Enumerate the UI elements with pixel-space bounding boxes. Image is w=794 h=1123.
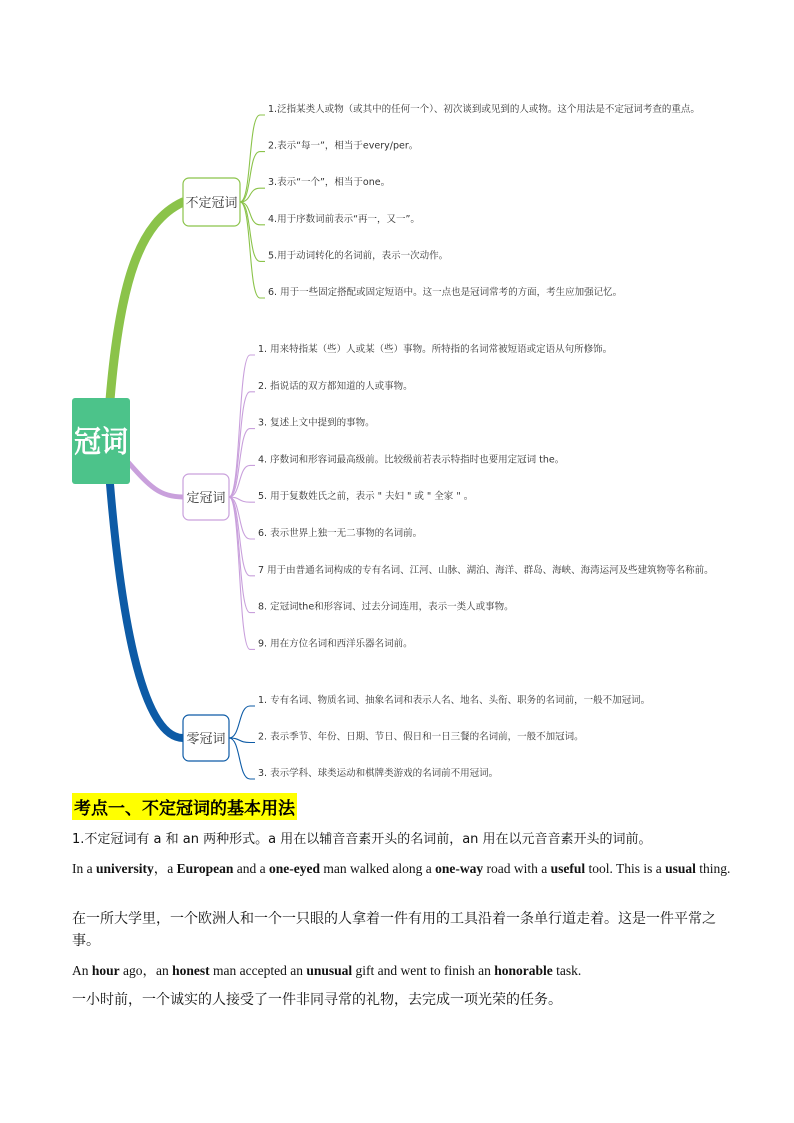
bold-word: honest [172,963,210,978]
leaf-item: 3.表示“一个”，相当于one。 [268,177,391,189]
leaf-item: 4. 序数词和形容词最高级前。比较级前若表示特指时也要用定冠词 the。 [258,454,565,466]
bold-word: useful [550,861,586,876]
leaf-item: 8. 定冠词the和形容词、过去分词连用，表示一类人或事物。 [258,601,514,613]
branch-trunk [110,484,183,738]
leaf-item: 5. 用于复数姓氏之前，表示 " 夫妇 " 或 " 全家 " 。 [258,491,474,503]
sentence-text: In a [72,861,96,876]
root-node [72,398,130,484]
bold-word: hour [91,963,120,978]
leaf-connector [229,429,255,497]
sentence-text: man walked along a [320,861,436,876]
example-2-translation: 一小时前，一个诚实的人接受了一件非同寻常的礼物，去完成一项光荣的任务。 [72,992,562,1008]
leaf-item: 1. 用来特指某（些）人或某（些）事物。所特指的名词常被短语或定语从句所修饰。 [258,344,613,355]
leaf-item: 2.表示“每一”，相当于every/per。 [268,140,419,152]
sentence-text: An [72,963,92,978]
leaf-connector [229,706,255,738]
bold-word: one-way [435,861,484,876]
sentence-text: man accepted an [209,963,307,978]
branch-label: 不定冠词 [185,196,238,211]
branch-node [183,474,229,520]
sentence-text: and a [233,861,270,876]
section-heading: 考点一、不定冠词的基本用法 [72,793,297,820]
leaf-connector [229,355,255,497]
bold-word: unusual [306,963,353,978]
leaf-item: 6. 用于一些固定搭配或固定短语中。这一点也是冠词常考的方面，考生应加强记忆。 [268,287,623,298]
bold-word: honorable [494,963,553,978]
sentence-text: tool. This is a [585,861,666,876]
leaf-item: 9. 用在方位名词和西洋乐器名词前。 [258,638,413,650]
bold-word: university [96,861,154,876]
leaf-item: 2. 表示季节、年份、日期、节日、假日和一日三餐的名词前，一般不加冠词。 [258,731,584,743]
bold-word: usual [665,861,696,876]
branch-node [183,715,229,761]
sentence-text: thing. [695,861,731,876]
sentence-text: gift and went to finish an [352,963,495,978]
bold-word: one-eyed [269,861,321,876]
rule-text: 1.不定冠词有 a 和 an 两种形式。a 用在以辅音音素开头的名词前，an 用在以元音音素开头的词前。 [72,832,652,847]
leaf-item: 4.用于序数词前表示“再一，又一”。 [268,213,420,225]
leaf-item: 6. 表示世界上独一无二事物的名词前。 [258,528,423,539]
leaf-item: 7 用于由普通名词构成的专有名词、江河、山脉、湖泊、海洋、群岛、海峡、海湾运河及些建筑物等名称前。 [258,564,714,576]
leaf-item: 2. 指说话的双方都知道的人或事物。 [258,380,413,392]
leaf-connector [240,202,265,261]
branch-trunk [128,462,183,497]
example-2-english [72,961,732,981]
leaf-item: 3. 表示学科、球类运动和棋牌类游戏的名词前不用冠词。 [258,768,499,779]
bold-word: European [176,861,234,876]
example-1-english [72,857,732,881]
leaf-item: 5.用于动词转化的名词前，表示一次动作。 [268,250,449,262]
sentence-text: task. [552,963,582,978]
leaf-connector [229,497,255,576]
sentence-text: road with a [483,861,551,876]
leaf-connector [229,738,255,779]
leaf-item: 1. 专有名词、物质名词、抽象名词和表示人名、地名、头衔、职务的名词前，一般不加冠词。 [258,695,651,706]
leaf-connector [240,152,265,202]
root-label: 冠词 [74,425,128,460]
leaf-item: 3. 复述上文中提到的事物。 [258,417,375,429]
sentence-text: ago，an [119,963,173,978]
branch-node [183,178,240,226]
leaf-item: 1.泛指某类人或物（或其中的任何一个）、初次谈到或见到的人或物。这个用法是不定冠词考查的重点。 [268,104,700,115]
branch-trunk [110,202,183,400]
example-1-translation: 在一所大学里，一个欧洲人和一个一只眼的人拿着一件有用的工具沿着一条单行道走着。这是一件平常之事。 [72,911,716,949]
sentence-text: ，a [153,861,177,876]
branch-label: 定冠词 [186,491,226,506]
leaf-connector [229,497,255,649]
branch-label: 零冠词 [186,732,226,747]
leaf-connector [240,115,265,202]
